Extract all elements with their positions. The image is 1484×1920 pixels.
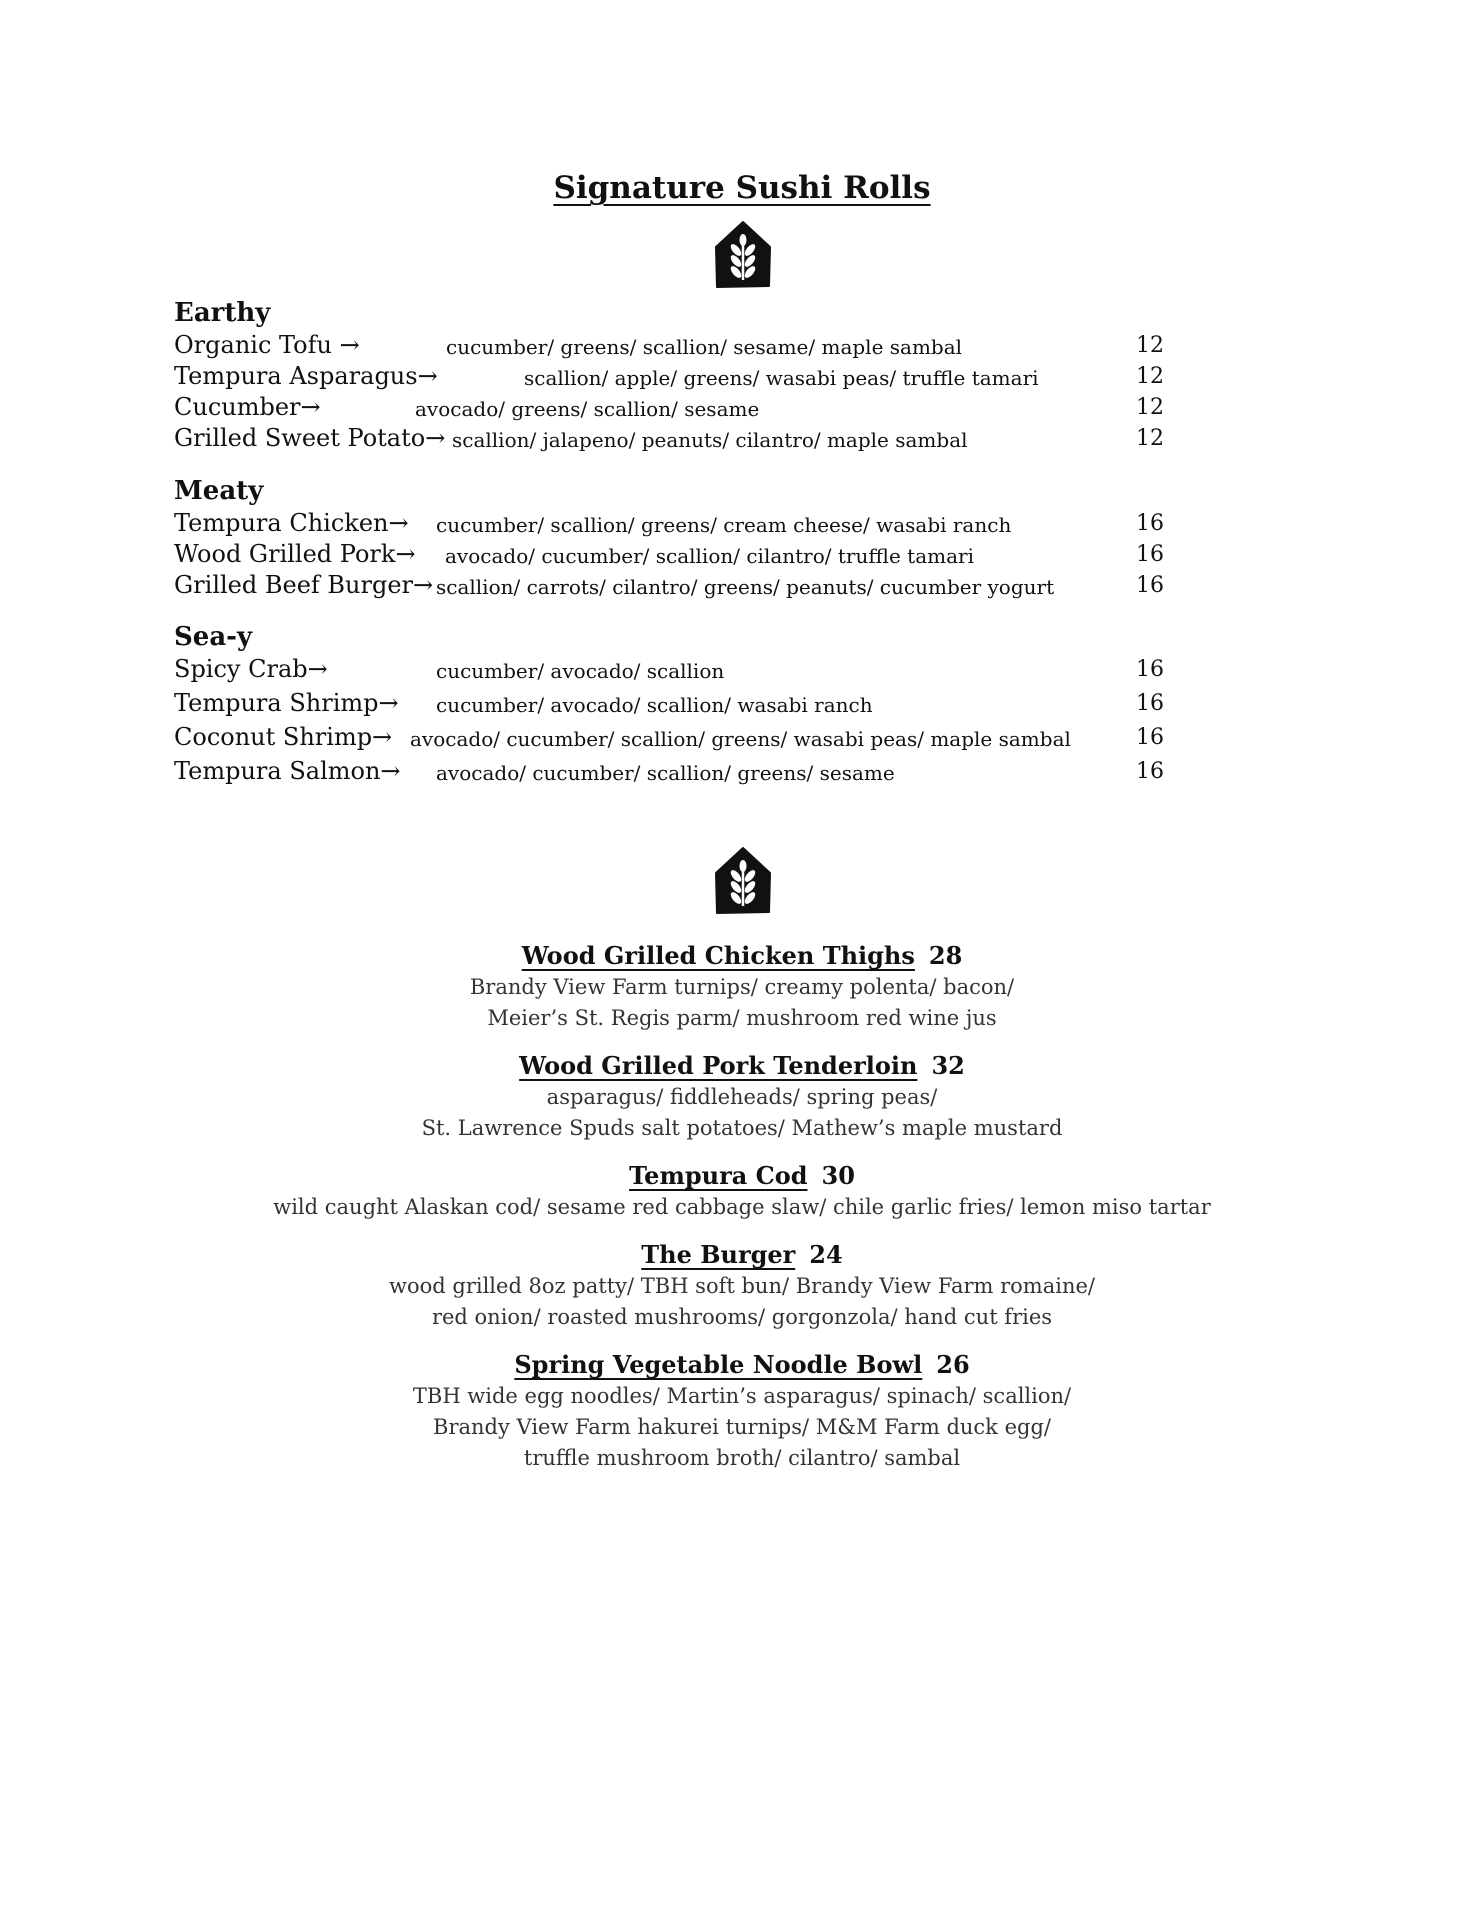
menu-item-row (174, 722, 1164, 756)
entree-heading (0, 1349, 1484, 1381)
entree-description-line: Brandy View Farm turnips/ creamy polenta/ bacon/ (469, 975, 1015, 999)
roll-description: avocado/ cucumber/ scallion/ greens/ sesame (436, 761, 895, 785)
group-title: Earthy (174, 298, 271, 328)
roll-description: avocado/ greens/ scallion/ sesame (415, 397, 760, 421)
roll-price: 12 (1136, 333, 1164, 358)
entree-name: Spring Vegetable Noodle Bowl (514, 1350, 923, 1379)
roll-name: Organic Tofu → (174, 331, 360, 359)
entree-price: 28 (928, 941, 963, 970)
menu-item-row (174, 756, 1164, 790)
roll-name: Wood Grilled Pork→ (174, 540, 416, 568)
entree-description-line: Brandy View Farm hakurei turnips/ M&M Farm duck egg/ (433, 1415, 1051, 1439)
menu-item-row (174, 539, 1164, 570)
roll-name: Coconut Shrimp→ (174, 723, 393, 751)
entree-price: 32 (931, 1051, 965, 1080)
roll-price: 16 (1136, 511, 1164, 536)
roll-price: 16 (1136, 573, 1164, 598)
entree-price: 30 (821, 1161, 855, 1190)
roll-description: scallion/ apple/ greens/ wasabi peas/ truffle tamari (524, 366, 1039, 390)
roll-description: cucumber/ greens/ scallion/ sesame/ maple sambal (446, 335, 963, 359)
entree-item (0, 1050, 1484, 1144)
entree-heading (0, 1160, 1484, 1192)
entree-description-line: wood grilled 8oz patty/ TBH soft bun/ Brandy View Farm romaine/ (389, 1274, 1095, 1298)
roll-description: cucumber/ avocado/ scallion/ wasabi ranch (436, 693, 873, 717)
sushi-group-sea-y (174, 620, 1164, 790)
entree-description-line: asparagus/ fiddleheads/ spring peas/ (546, 1085, 938, 1109)
entree-item (0, 1160, 1484, 1223)
roll-name: Grilled Beef Burger→ (174, 571, 434, 599)
roll-price: 16 (1136, 542, 1164, 567)
menu-item-row (174, 688, 1164, 722)
entree-description-line: St. Lawrence Spuds salt potatoes/ Mathew’s maple mustard (421, 1116, 1063, 1140)
roll-name: Spicy Crab→ (174, 655, 328, 683)
menu-item-row (174, 423, 1164, 454)
menu-item-row (174, 508, 1164, 539)
entree-price: 26 (936, 1350, 970, 1379)
menu-item-row (174, 361, 1164, 392)
page-title: Signature Sushi Rolls (553, 170, 931, 206)
entree-price: 24 (809, 1240, 843, 1269)
roll-name: Cucumber→ (174, 393, 321, 421)
menu-item-row (174, 392, 1164, 423)
entree-name: Wood Grilled Pork Tenderloin (519, 1051, 918, 1080)
roll-name: Tempura Salmon→ (174, 757, 401, 785)
farmhouse-wheat-logo-icon (713, 220, 773, 288)
sushi-group-earthy (174, 296, 1164, 454)
roll-price: 16 (1136, 657, 1164, 682)
roll-name: Tempura Chicken→ (174, 509, 409, 537)
entree-heading (0, 1050, 1484, 1082)
roll-description: scallion/ jalapeno/ peanuts/ cilantro/ maple sambal (452, 428, 968, 452)
roll-price: 12 (1136, 426, 1164, 451)
roll-name: Grilled Sweet Potato→ (174, 424, 446, 452)
menu-item-row (174, 654, 1164, 688)
entree-item (0, 1239, 1484, 1333)
entree-description-line: truffle mushroom broth/ cilantro/ sambal (523, 1446, 961, 1470)
roll-price: 16 (1136, 759, 1164, 784)
roll-description: scallion/ carrots/ cilantro/ greens/ peanuts/ cucumber yogurt (436, 575, 1055, 599)
group-title: Sea-y (174, 622, 253, 652)
entree-description-line: TBH wide egg noodles/ Martin’s asparagus/ spinach/ scallion/ (412, 1384, 1072, 1408)
roll-name: Tempura Shrimp→ (174, 689, 399, 717)
roll-price: 16 (1136, 691, 1164, 716)
entree-heading (0, 1239, 1484, 1271)
group-title: Meaty (174, 476, 264, 506)
entrees-section (0, 940, 1484, 1490)
roll-price: 12 (1136, 364, 1164, 389)
roll-price: 16 (1136, 725, 1164, 750)
roll-description: avocado/ cucumber/ scallion/ greens/ wasabi peas/ maple sambal (410, 727, 1071, 751)
entree-description-line: Meier’s St. Regis parm/ mushroom red wine jus (487, 1006, 997, 1030)
entree-description-line: wild caught Alaskan cod/ sesame red cabbage slaw/ chile garlic fries/ lemon miso tartar (273, 1195, 1211, 1219)
entree-heading (0, 940, 1484, 972)
farmhouse-wheat-logo-icon (713, 846, 773, 914)
entree-description-line: red onion/ roasted mushrooms/ gorgonzola/ hand cut fries (431, 1305, 1053, 1329)
menu-item-row (174, 330, 1164, 361)
entree-item (0, 940, 1484, 1034)
entree-item (0, 1349, 1484, 1474)
menu-item-row (174, 570, 1164, 601)
entree-name: Wood Grilled Chicken Thighs (521, 941, 915, 970)
roll-description: cucumber/ avocado/ scallion (436, 659, 725, 683)
roll-price: 12 (1136, 395, 1164, 420)
roll-name: Tempura Asparagus→ (174, 362, 438, 390)
entree-name: The Burger (641, 1240, 796, 1269)
roll-description: cucumber/ scallion/ greens/ cream cheese/ wasabi ranch (436, 513, 1012, 537)
entree-name: Tempura Cod (629, 1161, 808, 1190)
sushi-group-meaty (174, 474, 1164, 601)
roll-description: avocado/ cucumber/ scallion/ cilantro/ truffle tamari (445, 544, 974, 568)
